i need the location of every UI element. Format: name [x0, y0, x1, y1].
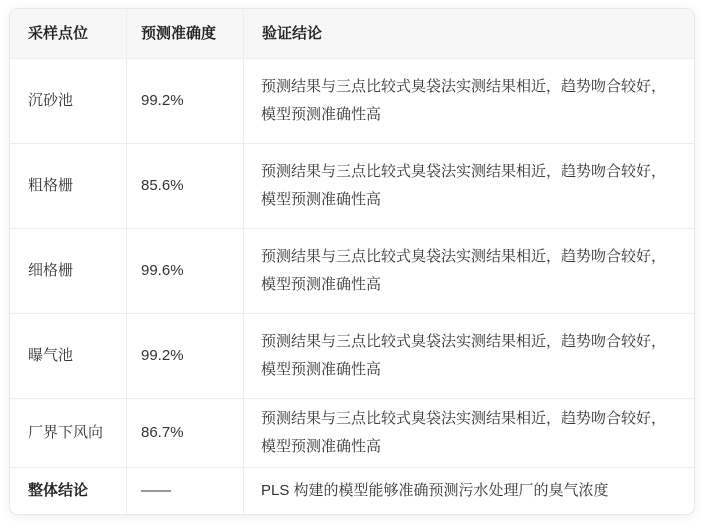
cell-conclusion: 预测结果与三点比较式臭袋法实测结果相近，趋势吻合较好，模型预测准确性高 — [261, 163, 667, 208]
cell-accuracy: 85.6% — [127, 144, 244, 228]
cell-conclusion: 预测结果与三点比较式臭袋法实测结果相近，趋势吻合较好，模型预测准确性高 — [261, 410, 667, 455]
table-row — [10, 228, 694, 313]
cell-accuracy: 99.6% — [127, 229, 244, 313]
cell-sampling-point: 沉砂池 — [10, 59, 127, 143]
header-cell-sampling-point: 采样点位 — [10, 9, 127, 58]
table-row — [10, 313, 694, 398]
cell-conclusion: PLS 构建的模型能够准确预测污水处理厂的臭气浓度 — [261, 482, 609, 499]
cell-conclusion: 预测结果与三点比较式臭袋法实测结果相近，趋势吻合较好，模型预测准确性高 — [261, 78, 667, 123]
table-row — [10, 398, 694, 467]
cell-accuracy: 99.2% — [127, 314, 244, 398]
cell-accuracy: 99.2% — [127, 59, 244, 143]
cell-sampling-point: 整体结论 — [10, 468, 127, 514]
cell-accuracy: 86.7% — [127, 399, 244, 467]
header-cell-accuracy: 预测准确度 — [127, 9, 244, 58]
table-row — [10, 58, 694, 143]
cell-accuracy: —— — [127, 468, 244, 514]
table-row-summary — [10, 467, 694, 514]
cell-sampling-point: 曝气池 — [10, 314, 127, 398]
header-cell-conclusion: 验证结论 — [244, 9, 694, 58]
table-header-row — [10, 9, 694, 58]
cell-sampling-point: 细格栅 — [10, 229, 127, 313]
table-row — [10, 143, 694, 228]
cell-sampling-point: 粗格栅 — [10, 144, 127, 228]
cell-sampling-point: 厂界下风向 — [10, 399, 127, 467]
validation-results-table — [9, 8, 695, 515]
cell-conclusion: 预测结果与三点比较式臭袋法实测结果相近，趋势吻合较好，模型预测准确性高 — [261, 333, 667, 378]
cell-conclusion: 预测结果与三点比较式臭袋法实测结果相近，趋势吻合较好，模型预测准确性高 — [261, 248, 667, 293]
